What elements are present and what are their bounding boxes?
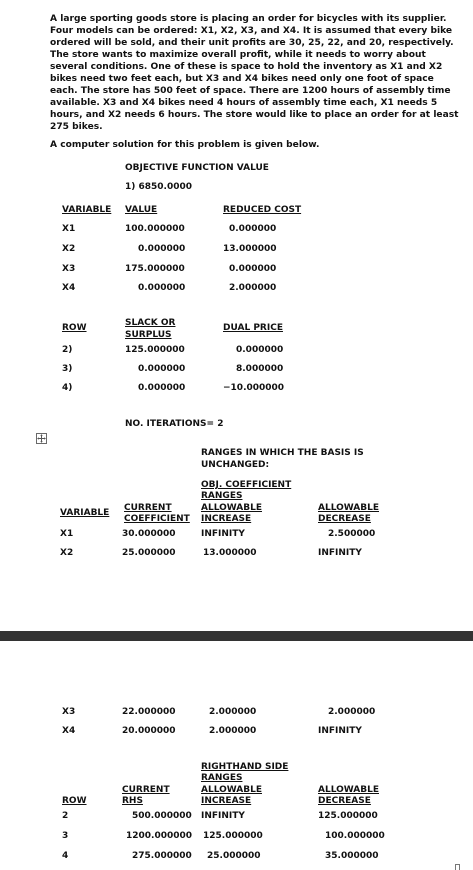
rhs-decrease-cell: 35.000000 — [325, 851, 379, 861]
ranges-header-increase-line1: ALLOWABLE — [201, 503, 262, 513]
rows-header-dual-price: DUAL PRICE — [223, 323, 283, 333]
ranges-header-decrease-line1: ALLOWABLE — [318, 503, 379, 513]
rhs-header-decrease-line2: DECREASE — [318, 796, 371, 806]
rhs-decrease-cell: 125.000000 — [318, 811, 378, 821]
rhs-row-cell: 3 — [62, 831, 69, 841]
ranges-header-current-line2: COEFFICIENT — [124, 514, 190, 524]
ranges-current-cell: 20.000000 — [122, 726, 176, 736]
ranges-increase-cell: 13.000000 — [203, 548, 257, 558]
ranges-header-increase-line2: INCREASE — [201, 514, 252, 524]
dual-price-cell: 0.000000 — [236, 345, 284, 355]
slack-cell: 125.000000 — [125, 345, 185, 355]
variables-header-variable: VARIABLE — [62, 205, 112, 215]
row-cell: 4) — [62, 383, 73, 393]
variable-cell: X2 — [62, 244, 76, 254]
iterations-count: NO. ITERATIONS= 2 — [125, 419, 224, 429]
reduced-cost-cell: 0.000000 — [229, 264, 277, 274]
value-cell: 0.000000 — [138, 283, 186, 293]
rhs-increase-cell: 125.000000 — [203, 831, 263, 841]
rhs-title-line1: RIGHTHAND SIDE — [201, 762, 289, 772]
ranges-variable-cell: X3 — [62, 707, 76, 717]
ranges-increase-cell: 2.000000 — [209, 707, 257, 717]
rhs-header-decrease-line1: ALLOWABLE — [318, 785, 379, 795]
rhs-decrease-cell: 100.000000 — [325, 831, 385, 841]
ranges-increase-cell: 2.000000 — [209, 726, 257, 736]
ranges-current-cell: 22.000000 — [122, 707, 176, 717]
variable-cell: X1 — [62, 224, 76, 234]
ranges-header-variable: VARIABLE — [60, 508, 110, 518]
value-cell: 0.000000 — [138, 244, 186, 254]
ranges-variable-cell: X4 — [62, 726, 76, 736]
slack-cell: 0.000000 — [138, 383, 186, 393]
ranges-current-cell: 30.000000 — [122, 529, 176, 539]
ranges-decrease-cell: 2.500000 — [328, 529, 376, 539]
rhs-header-current-line1: CURRENT — [122, 785, 170, 795]
reduced-cost-cell: 0.000000 — [229, 224, 277, 234]
reduced-cost-cell: 13.000000 — [223, 244, 277, 254]
rhs-header-increase-line2: INCREASE — [201, 796, 252, 806]
ranges-increase-cell: INFINITY — [201, 529, 245, 539]
ranges-decrease-cell: 2.000000 — [328, 707, 376, 717]
ranges-decrease-cell: INFINITY — [318, 548, 362, 558]
rhs-current-cell: 275.000000 — [132, 851, 192, 861]
value-cell: 175.000000 — [125, 264, 185, 274]
reduced-cost-cell: 2.000000 — [229, 283, 277, 293]
dual-price-cell: 8.000000 — [236, 364, 284, 374]
ranges-header-decrease-line2: DECREASE — [318, 514, 371, 524]
rows-header-row: ROW — [62, 323, 87, 333]
rhs-current-cell: 1200.000000 — [126, 831, 193, 841]
row-cell: 3) — [62, 364, 73, 374]
obj-coefficient-title-line2: RANGES — [201, 491, 243, 501]
variables-header-reduced-cost: REDUCED COST — [223, 205, 302, 215]
obj-coefficient-title-line1: OBJ. COEFFICIENT — [201, 480, 292, 490]
rhs-header-row: ROW — [62, 796, 87, 806]
problem-statement: A large sporting goods store is placing an order for bicycles with its supplier. Four models can be ordered: X1, X2, X3, and X4. It is assumed that every bike ordered will be sold, and their unit profits are 30, 25, 22, and 20, respectively. The store wants to maximize overall profit, while it needs to worry about several conditions. One of these is space to hold the inventory as X1 and X2 bikes need two feet each, but X3 and X4 bikes need only one foot of space each. The store has 500 feet of space. There are 1200 hours of assembly time available. X3 and X4 bikes need 4 hours of assembly time each, X1 needs 5 hours, and X2 needs 6 hours. The store would like to place an order for at least 275 bikes. — [50, 14, 459, 132]
slack-cell: 0.000000 — [138, 364, 186, 374]
rhs-title-line2: RANGES — [201, 773, 243, 783]
rhs-current-cell: 500.000000 — [132, 811, 192, 821]
ranges-decrease-cell: INFINITY — [318, 726, 362, 736]
table-move-handle-icon[interactable] — [36, 433, 47, 444]
variable-cell: X4 — [62, 283, 76, 293]
page-break-divider — [0, 631, 473, 641]
rhs-increase-cell: INFINITY — [201, 811, 245, 821]
rhs-increase-cell: 25.000000 — [207, 851, 261, 861]
variable-cell: X3 — [62, 264, 76, 274]
ranges-variable-cell: X1 — [60, 529, 74, 539]
ranges-header-current-line1: CURRENT — [124, 503, 172, 513]
value-cell: 100.000000 — [125, 224, 185, 234]
ranges-title-line2: UNCHANGED: — [201, 460, 270, 470]
rhs-header-increase-line1: ALLOWABLE — [201, 785, 262, 795]
rows-header-slack-line1: SLACK OR — [125, 318, 176, 328]
ranges-variable-cell: X2 — [60, 548, 74, 558]
solution-intro: A computer solution for this problem is given below. — [50, 140, 320, 150]
ranges-current-cell: 25.000000 — [122, 548, 176, 558]
objective-label: OBJECTIVE FUNCTION VALUE — [125, 163, 269, 173]
rhs-row-cell: 2 — [62, 811, 69, 821]
corner-mark — [455, 864, 460, 870]
rhs-row-cell: 4 — [62, 851, 69, 861]
rhs-header-current-line2: RHS — [122, 796, 143, 806]
variables-header-value: VALUE — [125, 205, 158, 215]
ranges-title-line1: RANGES IN WHICH THE BASIS IS — [201, 448, 364, 458]
dual-price-cell: −10.000000 — [223, 383, 285, 393]
rows-header-slack-line2: SURPLUS — [125, 330, 172, 340]
objective-value: 1) 6850.0000 — [125, 182, 193, 192]
row-cell: 2) — [62, 345, 73, 355]
